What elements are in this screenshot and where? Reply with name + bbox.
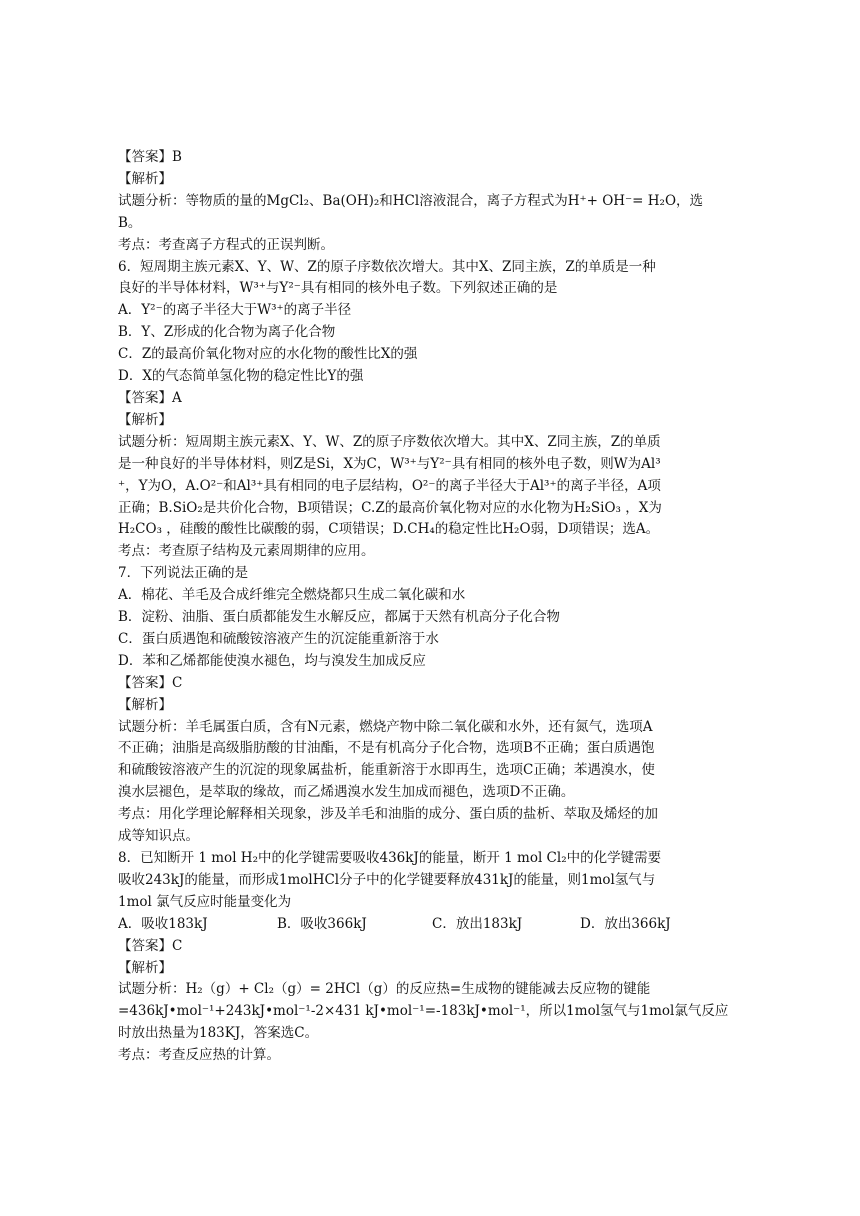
question-8-option-d: D．放出366kJ bbox=[580, 915, 671, 932]
analysis-heading: 【解析】 bbox=[118, 696, 172, 713]
analysis-text: =436kJ•mol⁻¹+243kJ•mol⁻¹-2×431 kJ•mol⁻¹=-183kJ•mol⁻¹，所以1mol氢气与1mol氯气反应 bbox=[118, 1003, 729, 1020]
analysis-text: ⁺，Y为O，A.O²⁻和Al³⁺具有相同的电子层结构，O²⁻的离子半径大于Al³⁺的离子半径，A项 bbox=[118, 477, 661, 494]
question-7-option-b: B．淀粉、油脂、蛋白质都能发生水解反应，都属于天然有机高分子化合物 bbox=[118, 609, 560, 626]
analysis-heading: 【解析】 bbox=[118, 959, 172, 976]
question-7-option-c: C．蛋白质遇饱和硫酸铵溶液产生的沉淀能重新溶于水 bbox=[118, 630, 439, 647]
question-6-stem: 6．短周期主族元素X、Y、W、Z的原子序数依次增大。其中X、Z同主族，Z的单质是一种 bbox=[118, 258, 656, 275]
question-8-options bbox=[118, 914, 746, 936]
question-6-option-b: B．Y、Z形成的化合物为离子化合物 bbox=[118, 324, 336, 341]
analysis-heading: 【解析】 bbox=[118, 170, 172, 187]
question-8-option-a: A．吸收183kJ bbox=[118, 915, 208, 932]
analysis-text: 和硫酸铵溶液产生的沉淀的现象属盐析，能重新溶于水即再生，选项C正确；苯遇溴水，使 bbox=[118, 762, 655, 779]
answer-line: 【答案】B bbox=[118, 149, 182, 165]
answer-line: 【答案】C bbox=[118, 674, 183, 691]
question-7-option-d: D．苯和乙烯都能使溴水褪色，均与溴发生加成反应 bbox=[118, 652, 426, 669]
question-6-option-c: C．Z的最高价氧化物对应的水化物的酸性比X的强 bbox=[118, 346, 418, 363]
answer-line: 【答案】A bbox=[118, 389, 182, 406]
analysis-text: B。 bbox=[118, 214, 142, 231]
question-6-option-a: A．Y²⁻的离子半径大于W³⁺的离子半径 bbox=[118, 302, 352, 319]
question-8-stem: 8．已知断开 1 mol H₂中的化学键需要吸收436kJ的能量，断开 1 mol Cl₂中的化学键需要 bbox=[118, 850, 662, 866]
question-6-stem: 良好的半导体材料，W³⁺与Y²⁻具有相同的核外电子数。下列叙述正确的是 bbox=[118, 280, 558, 297]
analysis-text: H₂CO₃ ，硅酸的酸性比碳酸的弱，C项错误；D.CH₄的稳定性比H₂O弱，D项错误；选A。 bbox=[118, 521, 660, 538]
analysis-text: 正确；B.SiO₂是共价化合物，B项错误；C.Z的最高价氧化物对应的水化物为H₂SiO₃ ，X为 bbox=[118, 499, 662, 516]
analysis-heading: 【解析】 bbox=[118, 411, 172, 428]
key-point-line: 考点：考查反应热的计算。 bbox=[118, 1047, 280, 1064]
question-7-stem: 7．下列说法正确的是 bbox=[118, 565, 249, 582]
key-point-line: 考点：用化学理论解释相关现象，涉及羊毛和油脂的成分、蛋白质的盐析、萃取及烯烃的加 bbox=[118, 806, 658, 823]
question-6-option-d: D．X的气态简单氢化物的稳定性比Y的强 bbox=[118, 368, 364, 385]
analysis-text: 试题分析：等物质的量的MgCl₂、Ba(OH)₂和HCl溶液混合，离子方程式为H⁺+ OH⁻= H₂O，选 bbox=[118, 192, 704, 209]
analysis-text: 试题分析：H₂（g）+ Cl₂（g）= 2HCl（g）的反应热=生成物的键能减去反应物的键能 bbox=[118, 981, 651, 998]
document-body bbox=[118, 147, 746, 1067]
question-8-stem: 1mol 氯气反应时能量变化为 bbox=[118, 893, 292, 910]
question-8-option-c: C．放出183kJ bbox=[432, 915, 523, 932]
analysis-text: 不正确；油脂是高级脂肪酸的甘油酯，不是有机高分子化合物，选项B不正确；蛋白质遇饱 bbox=[118, 740, 655, 757]
answer-line: 【答案】C bbox=[118, 937, 183, 954]
analysis-text: 是一种良好的半导体材料，则Z是Si，X为C，W³⁺与Y²⁻具有相同的核外电子数，则W为Al³ bbox=[118, 455, 661, 472]
key-point-line: 考点：考查原子结构及元素周期律的应用。 bbox=[118, 543, 375, 560]
question-8-stem: 吸收243kJ的能量，而形成1molHCl分子中的化学键要释放431kJ的能量，则1mol氢气与 bbox=[118, 871, 656, 888]
analysis-text: 试题分析：羊毛属蛋白质，含有N元素，燃烧产物中除二氧化碳和水外，还有氮气，选项A bbox=[118, 718, 653, 735]
question-8-option-b: B．吸收366kJ bbox=[277, 915, 367, 932]
analysis-text: 溴水层褪色，是萃取的缘故，而乙烯遇溴水发生加成而褪色，选项D不正确。 bbox=[118, 784, 575, 801]
analysis-text: 试题分析：短周期主族元素X、Y、W、Z的原子序数依次增大。其中X、Z同主族，Z的单质 bbox=[118, 433, 661, 450]
key-point-line: 考点：考查离子方程式的正误判断。 bbox=[118, 236, 334, 253]
question-7-option-a: A．棉花、羊毛及合成纤维完全燃烧都只生成二氧化碳和水 bbox=[118, 587, 466, 604]
key-point-line: 成等知识点。 bbox=[118, 828, 199, 845]
analysis-text: 时放出热量为183KJ，答案选C。 bbox=[118, 1025, 319, 1042]
